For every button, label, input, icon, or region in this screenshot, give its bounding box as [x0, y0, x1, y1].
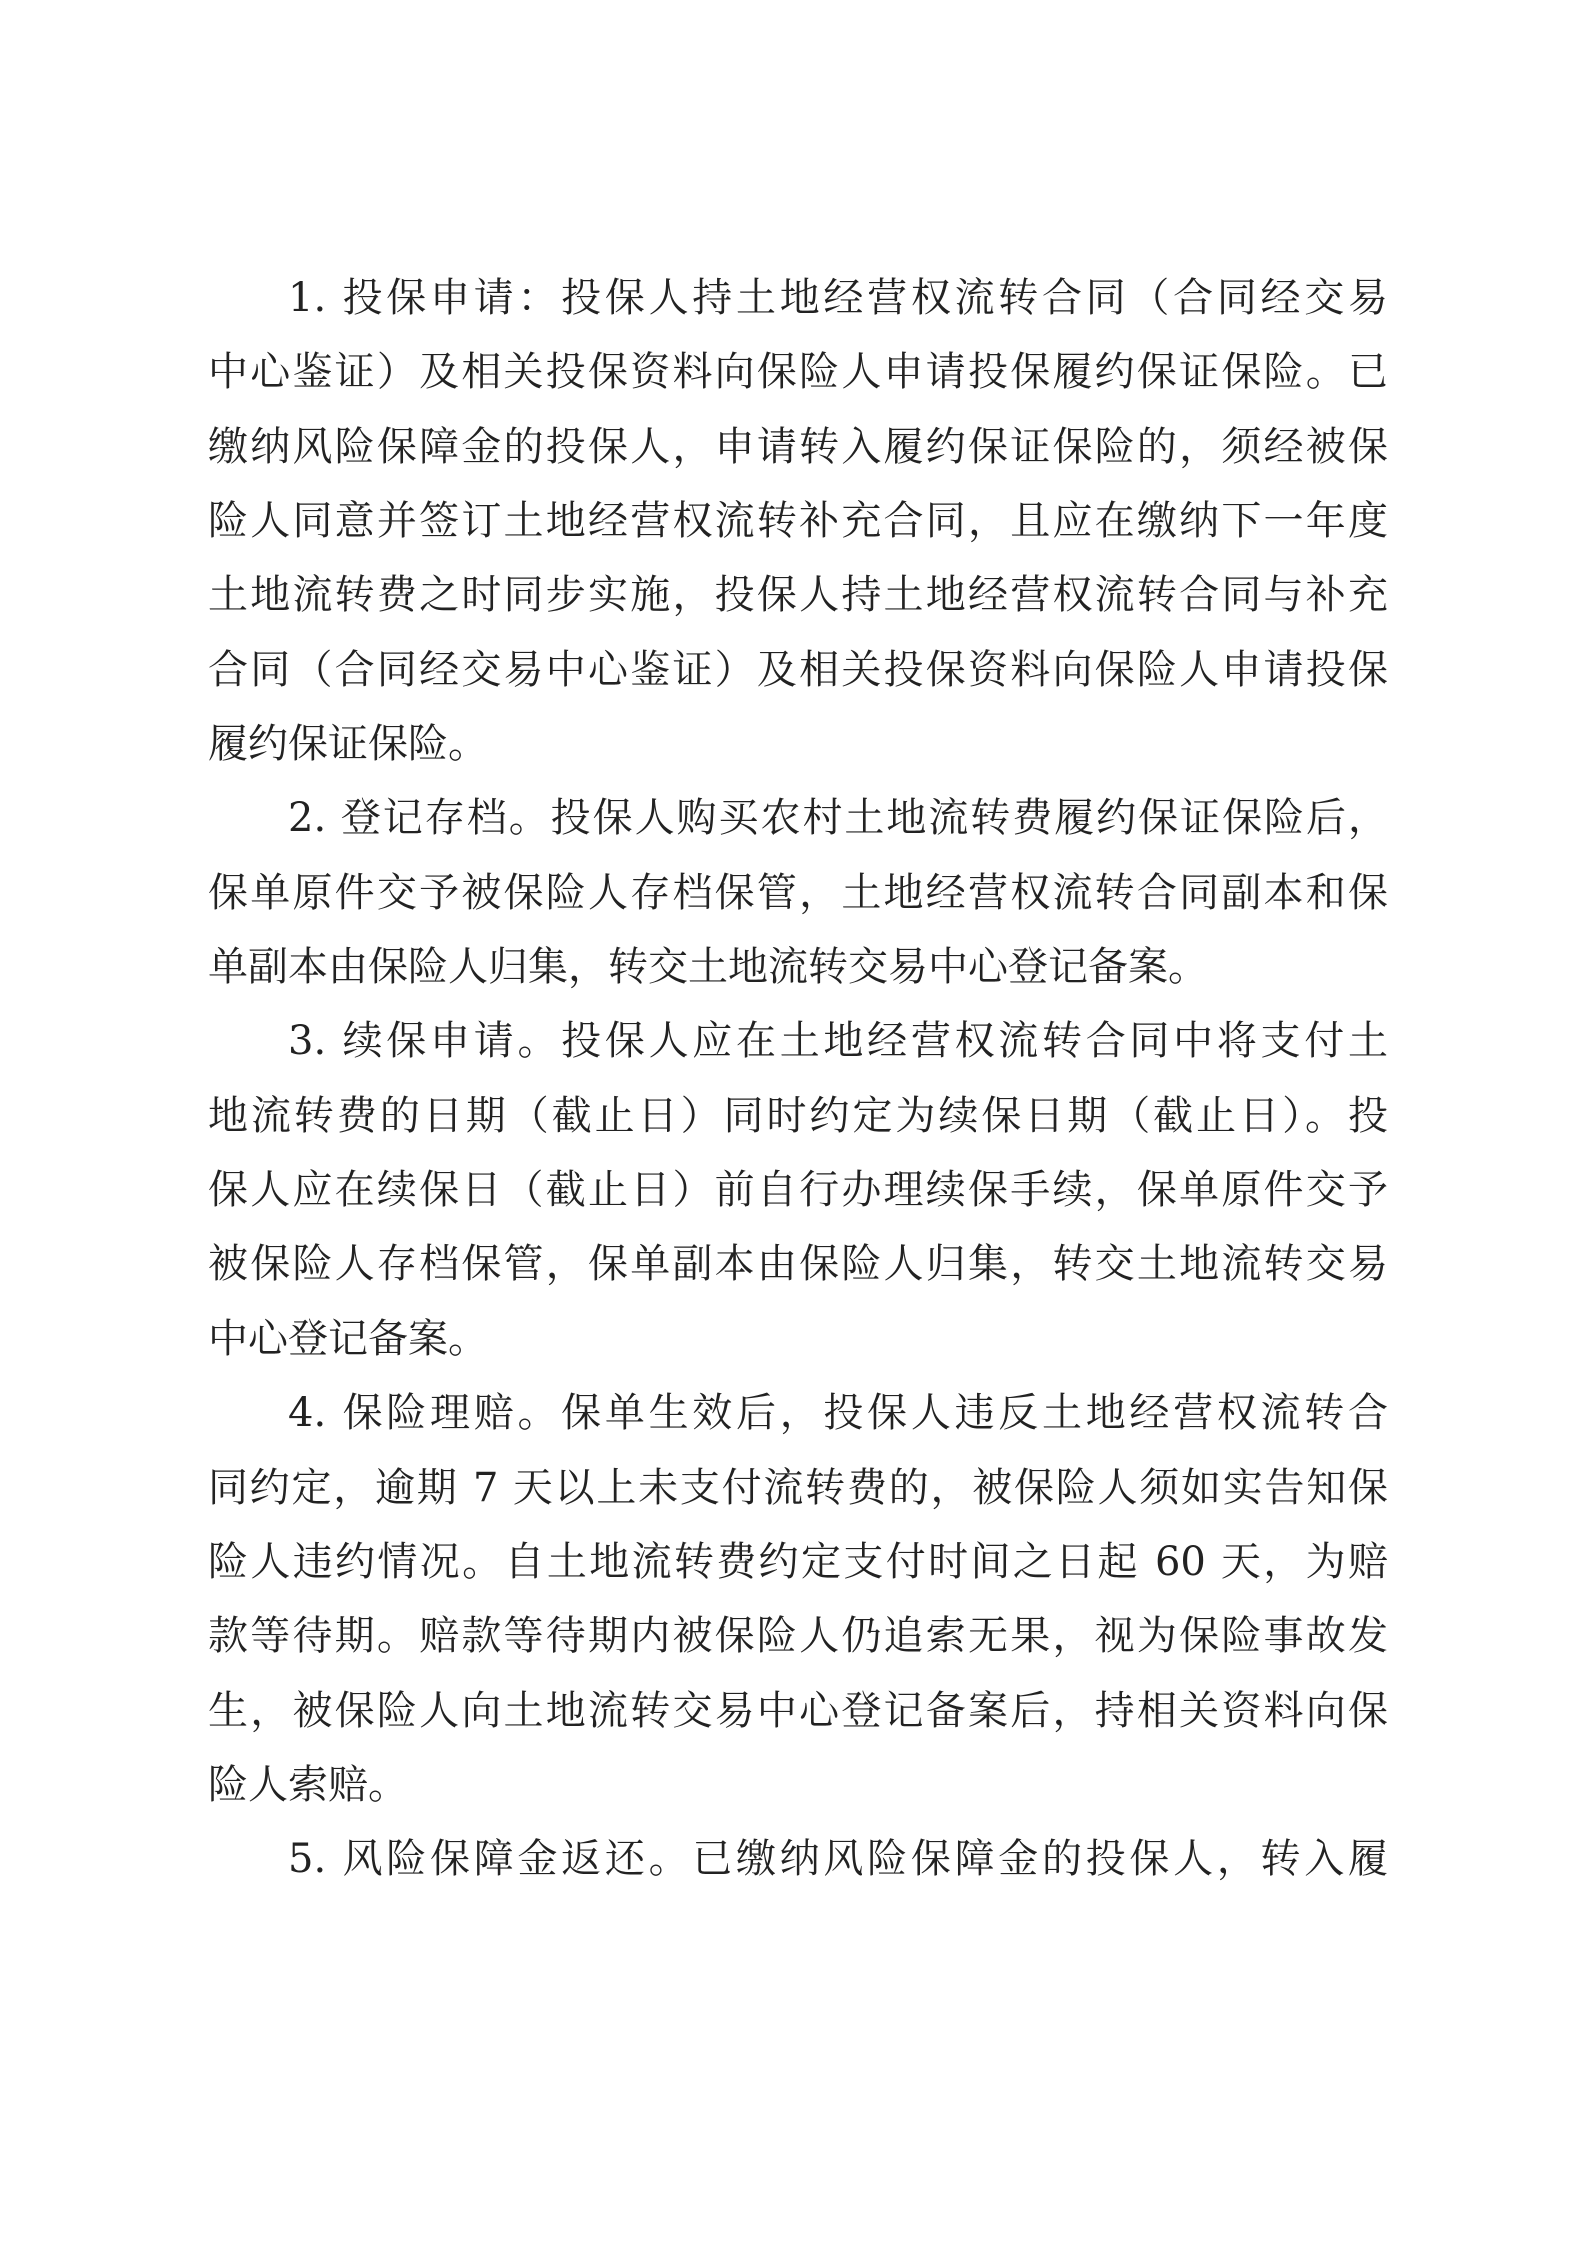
text-line: 4. 保险理赔。保单生效后，投保人违反土地经营权流转合: [288, 1390, 1388, 1437]
text-line: 保单原件交予被保险人存档保管，土地经营权流转合同副本和保: [208, 869, 1388, 916]
paragraph-5-deposit-return: [208, 1822, 1388, 1896]
text-line: 款等待期。赔款等待期内被保险人仍追索无果，视为保险事故发: [208, 1613, 1388, 1660]
text-line: 2. 登记存档。投保人购买农村土地流转费履约保证保险后，: [288, 795, 1388, 842]
text-line: 3. 续保申请。投保人应在土地经营权流转合同中将支付土: [288, 1018, 1388, 1065]
paragraph-3-renewal: [208, 1004, 1388, 1376]
text-line: 1. 投保申请：投保人持土地经营权流转合同（合同经交易: [288, 275, 1388, 321]
text-line: 土地流转费之时同步实施，投保人持土地经营权流转合同与补充: [208, 572, 1388, 619]
text-line: 合同（合同经交易中心鉴证）及相关投保资料向保险人申请投保: [208, 646, 1388, 693]
document-body: [208, 261, 1388, 1897]
text-line: 单副本由保险人归集，转交土地流转交易中心登记备案。: [208, 944, 1208, 991]
text-line: 险人违约情况。自土地流转费约定支付时间之日起 60 天，为赔: [208, 1538, 1388, 1585]
text-line: 险人同意并签订土地经营权流转补充合同，且应在缴纳下一年度: [208, 498, 1388, 545]
text-line: 5. 风险保障金返还。已缴纳风险保障金的投保人，转入履: [288, 1836, 1388, 1883]
text-line: 中心登记备案。: [208, 1315, 488, 1362]
text-line: 地流转费的日期（截止日）同时约定为续保日期（截止日）。投: [208, 1092, 1388, 1139]
text-line: 履约保证保险。: [208, 721, 488, 768]
paragraph-1-application: [208, 261, 1388, 781]
text-line: 生，被保险人向土地流转交易中心登记备案后，持相关资料向保: [208, 1687, 1388, 1734]
paragraph-4-claims: [208, 1376, 1388, 1822]
text-line: 险人索赔。: [208, 1761, 408, 1808]
text-line: 被保险人存档保管，保单副本由保险人归集，转交土地流转交易: [208, 1241, 1388, 1288]
paragraph-2-registration: [208, 781, 1388, 1004]
text-line: 缴纳风险保障金的投保人，申请转入履约保证保险的，须经被保: [208, 423, 1388, 470]
text-line: 中心鉴证）及相关投保资料向保险人申请投保履约保证保险。已: [208, 349, 1388, 396]
text-line: 同约定，逾期 7 天以上未支付流转费的，被保险人须如实告知保: [208, 1464, 1388, 1511]
text-line: 保人应在续保日（截止日）前自行办理续保手续，保单原件交予: [208, 1167, 1388, 1214]
